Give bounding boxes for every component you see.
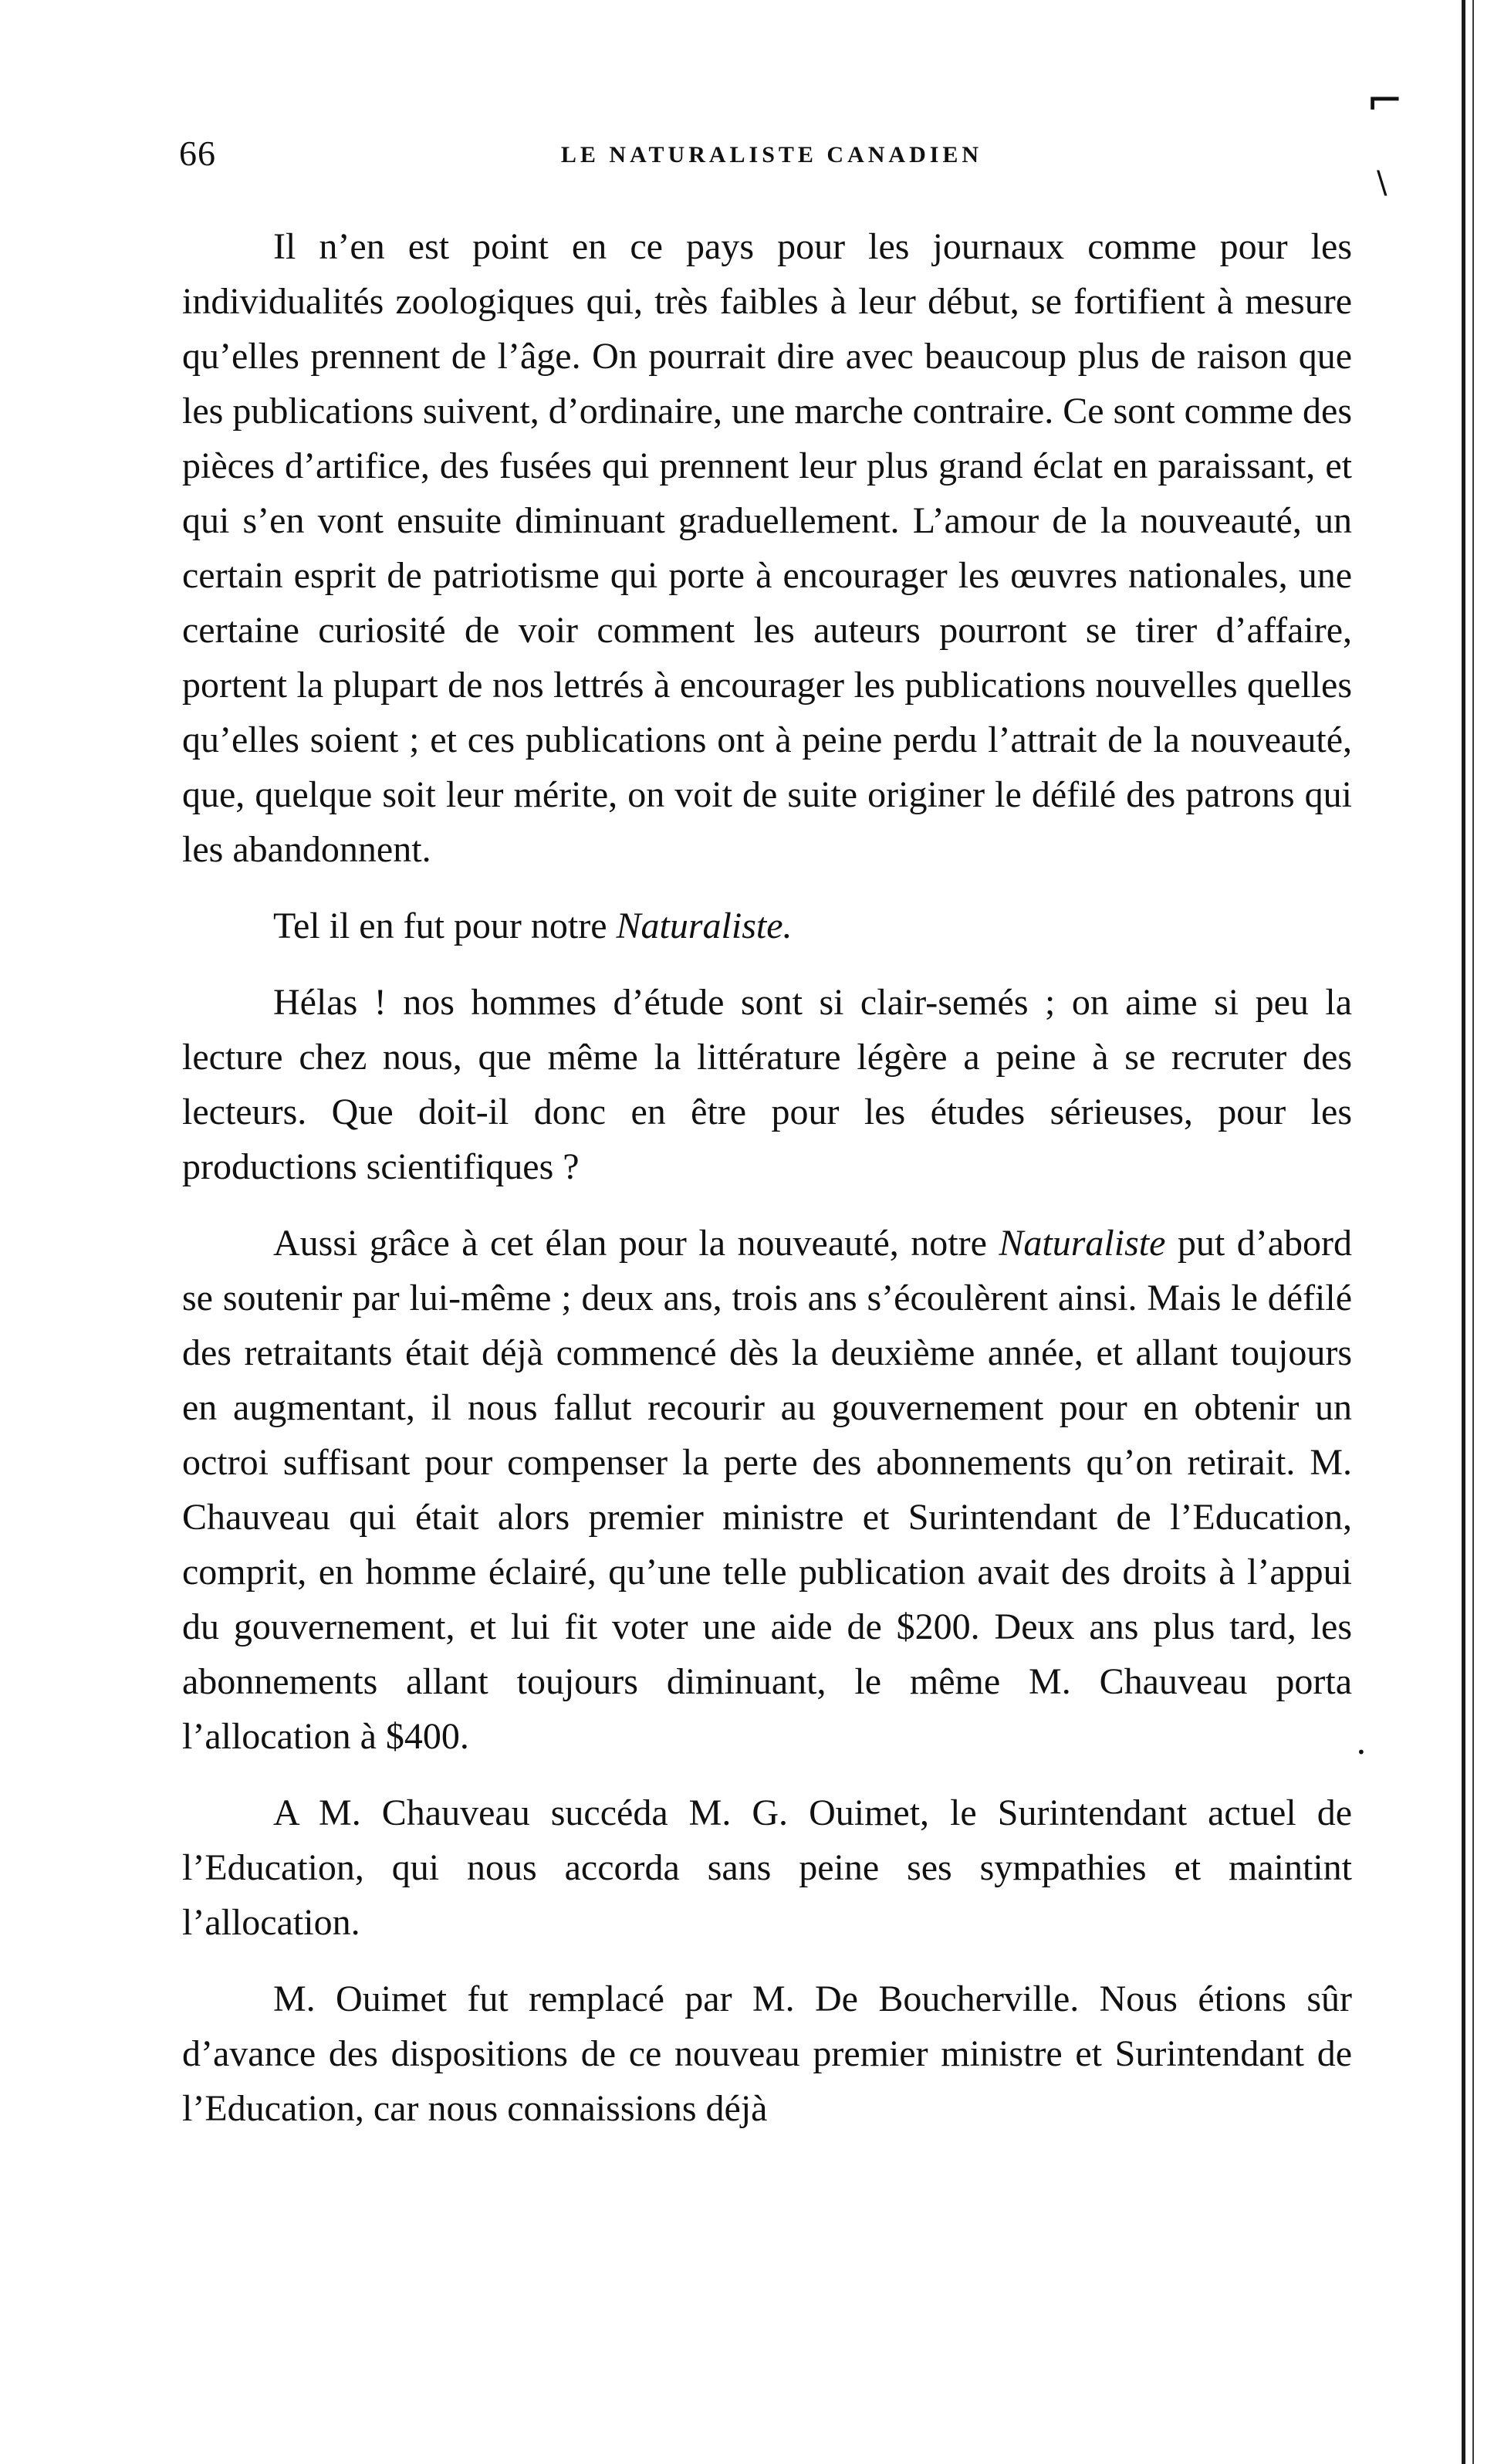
scan-mark-icon: ⌐ <box>1366 74 1404 127</box>
text-segment: Il n’en est point en ce pays pour les journaux comme pour les individualités zoologiques qui, très faibles à leur début, se fortifient à mesure qu’elles prennent de l’âge. On pourrait dire avec beaucoup plus de raison que les publications suivent, d’ordinaire, une marche contraire. Ce sont comme des pièces d’artifice, des fusées qui prennent leur plus grand éclat en paraissant, et qui s’en vont ensuite diminuant graduellement. L’amour de la nouveauté, un certain esprit de patriotisme qui porte à encourager les œuvres nationales, une certaine curiosité de voir comment les auteurs pourront se tirer d’affaire, portent la plupart de nos lettrés à encourager les publications nouvelles quelles qu’elles soient ; et ces publications ont à peine perdu l’attrait de la nouveauté, que, quelque soit leur mérite, on voit de suite originer le défilé des patrons qui les abandonnent. <box>182 226 1352 870</box>
body-text <box>182 219 1352 2136</box>
text-segment: A M. Chauveau succéda M. G. Ouimet, le Surintendant actuel de l’Education, qui nous accorda sans peine ses sympathies et maintint l’allocation. <box>182 1792 1352 1943</box>
paragraph <box>182 1785 1352 1950</box>
page-number: 66 <box>179 134 216 173</box>
text-segment: Hélas ! nos hommes d’étude sont si clair-semés ; on aime si peu la lecture chez nous, que même la littérature légère a peine à se recruter des lecteurs. Que doit-il donc en être pour les études sérieuses, pour les productions scientifiques ? <box>182 982 1352 1187</box>
paragraph <box>182 1216 1352 1764</box>
text-segment: Tel il en fut pour notre <box>273 905 617 946</box>
italic-segment: Naturaliste <box>999 1223 1166 1264</box>
binding-edge-line-thin <box>1472 0 1474 2464</box>
right-margin-binding <box>1451 0 1494 2464</box>
paragraph <box>182 219 1352 877</box>
scan-mark-icon: \ <box>1377 165 1388 201</box>
text-segment: put d’abord se soutenir par lui-même ; deux ans, trois ans s’écoulèrent ainsi. Mais le défilé des retraitants était déjà commencé dès la deuxième année, et allant toujours en augmentant, il nous fallut recourir au gouvernement pour en obtenir un octroi suffisant pour compenser la perte des abonnements qu’on retirait. M. Chauveau qui était alors premier ministre et Surintendant de l’Education, comprit, en homme éclairé, qu’une telle publication avait des droits à l’appui du gouvernement, et lui fit voter une aide de $200. Deux ans plus tard, les abonnements allant toujours diminuant, le même M. Chauveau porta l’allocation à $400. <box>182 1223 1353 1757</box>
paragraph <box>182 899 1352 953</box>
text-segment: M. Ouimet fut remplacé par M. De Boucherville. Nous étions sûr d’avance des dispositions de ce nouveau premier ministre et Surintendant de l’Education, car nous connaissions déjà <box>182 1978 1352 2129</box>
running-header <box>179 133 1364 179</box>
binding-edge-line <box>1462 0 1465 2464</box>
scan-dot-icon: • <box>1357 1743 1366 1762</box>
text-segment: Aussi grâce à cet élan pour la nouveauté, notre <box>273 1223 999 1264</box>
italic-segment: Naturaliste. <box>616 905 793 946</box>
paragraph <box>182 1972 1352 2136</box>
paragraph <box>182 975 1352 1194</box>
journal-title: LE NATURALISTE CANADIEN <box>560 142 983 168</box>
